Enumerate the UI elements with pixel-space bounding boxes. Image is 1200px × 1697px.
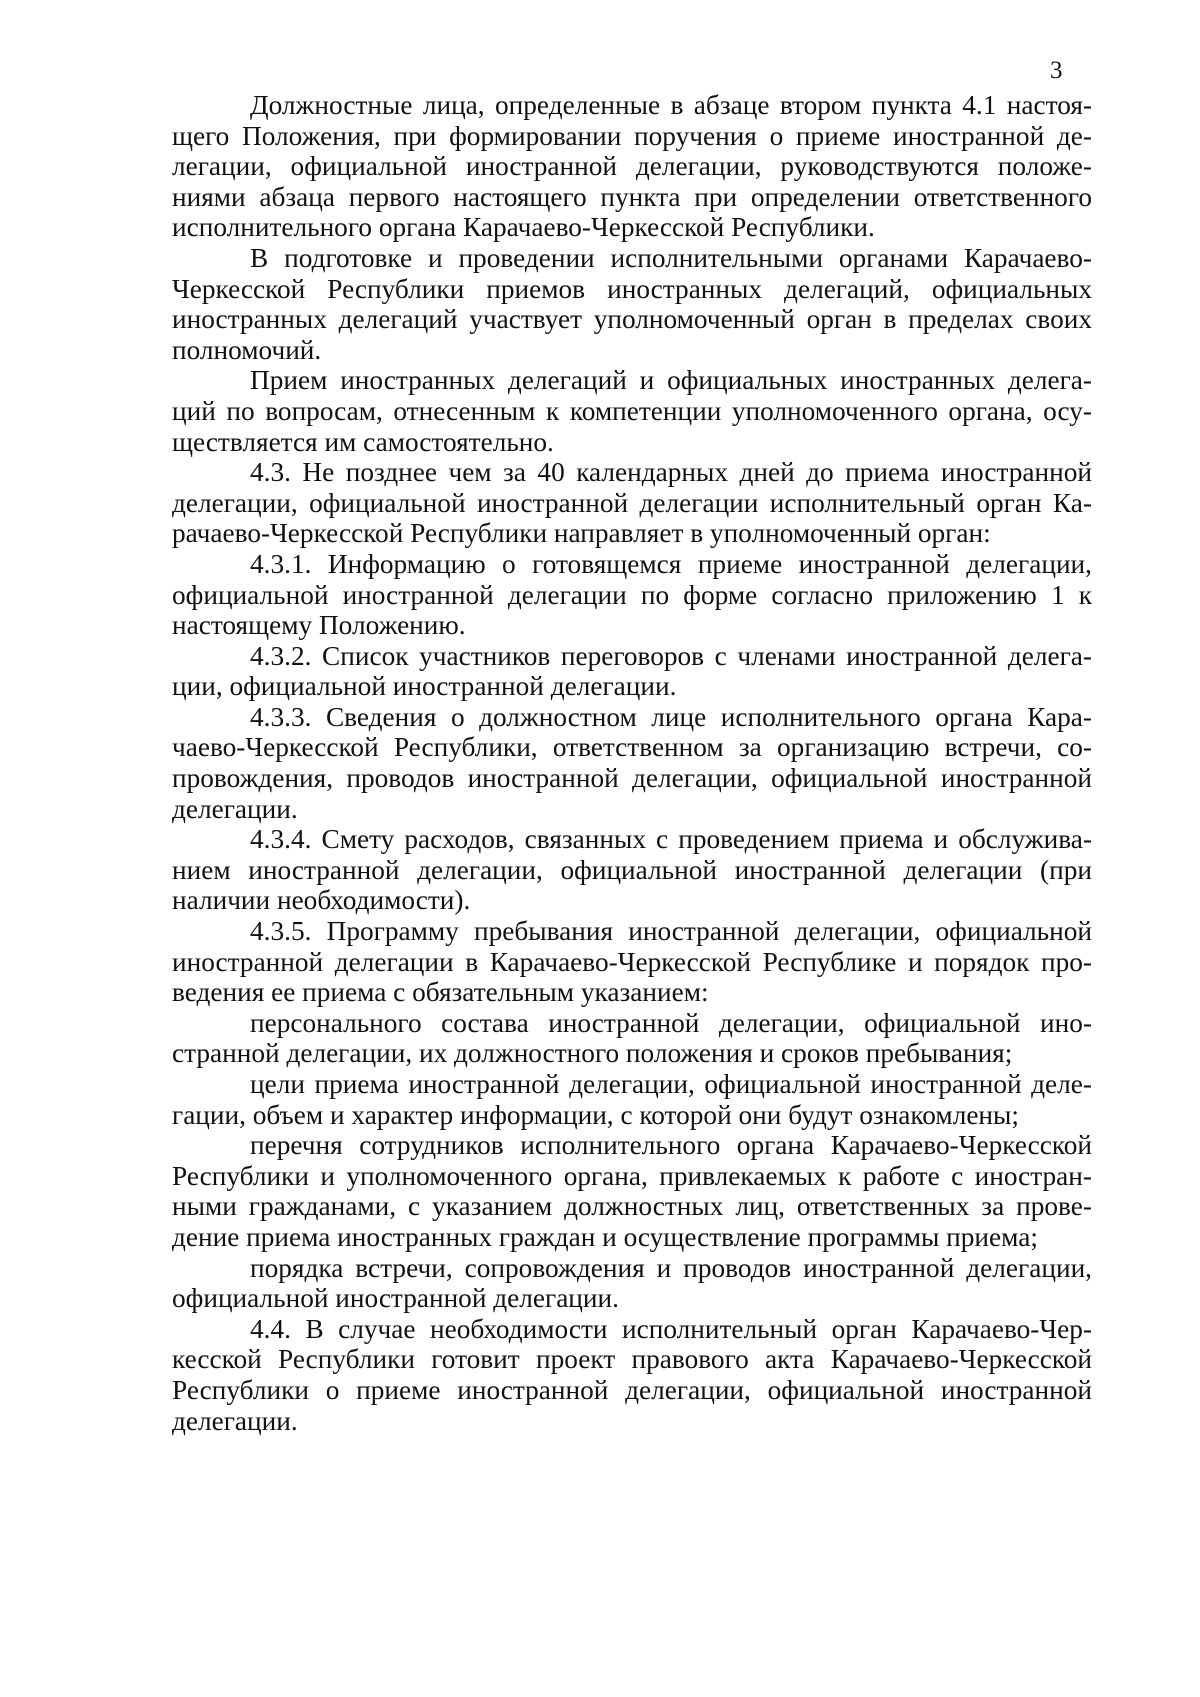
paragraph-line: нием иностранной делегации, официальной иностранной делегации (при [172,854,1092,885]
paragraph-line: провождения, проводов иностранной делегации, официальной иностранной [172,763,1092,794]
paragraph-line: Прием иностранных делегаций и официальных иностранных делега- [250,365,1092,396]
paragraph-line: Должностные лица, определенные в абзаце втором пункта 4.1 настоя- [250,90,1092,120]
paragraph-line: иностранной делегации в Карачаево-Черкесской Республике и порядок про- [172,946,1092,977]
paragraph [172,916,1092,1008]
paragraph-line: ниями абзаца первого настоящего пункта при определении ответственного [172,181,1092,212]
paragraph-line: 4.3.3. Сведения о должностном лице исполнительного органа Кара- [250,701,1092,732]
paragraph-line: 4.4. В случае необходимости исполнительный орган Карачаево-Чер- [250,1313,1092,1344]
paragraph-line: порядка встречи, сопровождения и проводов иностранной делегации, [250,1252,1092,1283]
paragraph [172,702,1092,824]
paragraph [172,243,1092,365]
paragraph-line: ции, официальной иностранной делегации. [172,671,677,702]
paragraph-line: ций по вопросам, отнесенным к компетенции уполномоченного органа, осу- [172,395,1092,426]
paragraph-line: 4.3. Не позднее чем за 40 календарных дней до приема иностранной [250,457,1092,488]
paragraph-line: 4.3.1. Информацию о готовящемся приеме иностранной делегации, [250,548,1092,579]
paragraph-line: щего Положения, при формировании поручения о приеме иностранной де- [172,120,1092,151]
paragraph [172,1130,1092,1252]
paragraph-line: ными гражданами, с указанием должностных лиц, ответственных за прове- [172,1191,1092,1222]
paragraph [172,365,1092,457]
paragraph-line: дение приема иностранных граждан и осуществление программы приема; [172,1221,1038,1252]
paragraph [172,824,1092,916]
paragraph-line: Черкесской Республики приемов иностранных делегаций, официальных [172,273,1092,304]
paragraph-line: делегации. [172,793,298,824]
paragraph-line: чаево-Черкесской Республики, ответственном за организацию встречи, со- [172,732,1092,763]
paragraph-line: В подготовке и проведении исполнительными органами Карачаево- [250,242,1092,273]
paragraph-line: цели приема иностранной делегации, официальной иностранной деле- [250,1069,1092,1099]
document-body [172,90,1092,1436]
paragraph-line: настоящему Положению. [172,610,466,641]
paragraph [172,1253,1092,1314]
paragraph [172,1008,1092,1069]
paragraph-line: иностранных делегаций участвует уполномоченный орган в пределах своих [172,304,1092,335]
paragraph-line: делегации. [172,1405,298,1436]
paragraph-line: исполнительного органа Карачаево-Черкесской Республики. [172,212,875,243]
paragraph [172,90,1092,243]
paragraph-line: перечня сотрудников исполнительного органа Карачаево-Черкесской [250,1130,1092,1161]
paragraph-line: персонального состава иностранной делегации, официальной ино- [250,1007,1092,1038]
paragraph-line: официальной иностранной делегации по форме согласно приложению 1 к [172,579,1092,610]
page-number: 3 [1050,57,1063,84]
paragraph [172,641,1092,702]
paragraph-line: Республики о приеме иностранной делегации, официальной иностранной [172,1374,1092,1405]
paragraph-line: делегации, официальной иностранной делегации исполнительный орган Ка- [172,487,1092,518]
paragraph [172,1069,1092,1130]
paragraph-line: Республики и уполномоченного органа, привлекаемых к работе с иностран- [172,1160,1092,1191]
paragraph-line: ществляется им самостоятельно. [172,426,554,457]
paragraph [172,1314,1092,1436]
paragraph [172,549,1092,641]
paragraph [172,457,1092,549]
paragraph-line: 4.3.4. Смету расходов, связанных с проведением приема и обслужива- [250,824,1092,855]
paragraph-line: 4.3.5. Программу пребывания иностранной делегации, официальной [250,916,1092,947]
paragraph-line: кесской Республики готовит проект правового акта Карачаево-Черкесской [172,1344,1092,1375]
paragraph-line: рачаево-Черкесской Республики направляет в уполномоченный орган: [172,518,991,549]
paragraph-line: 4.3.2. Список участников переговоров с членами иностранной делега- [250,640,1092,671]
paragraph-line: гации, объем и характер информации, с которой они будут ознакомлены; [172,1099,1019,1130]
paragraph-line: легации, официальной иностранной делегации, руководствуются положе- [172,151,1092,182]
paragraph-line: полномочий. [172,334,322,365]
paragraph-line: официальной иностранной делегации. [172,1283,619,1314]
paragraph-line: странной делегации, их должностного положения и сроков пребывания; [172,1038,1013,1069]
paragraph-line: ведения ее приема с обязательным указанием: [172,977,709,1008]
paragraph-line: наличии необходимости). [172,885,471,916]
